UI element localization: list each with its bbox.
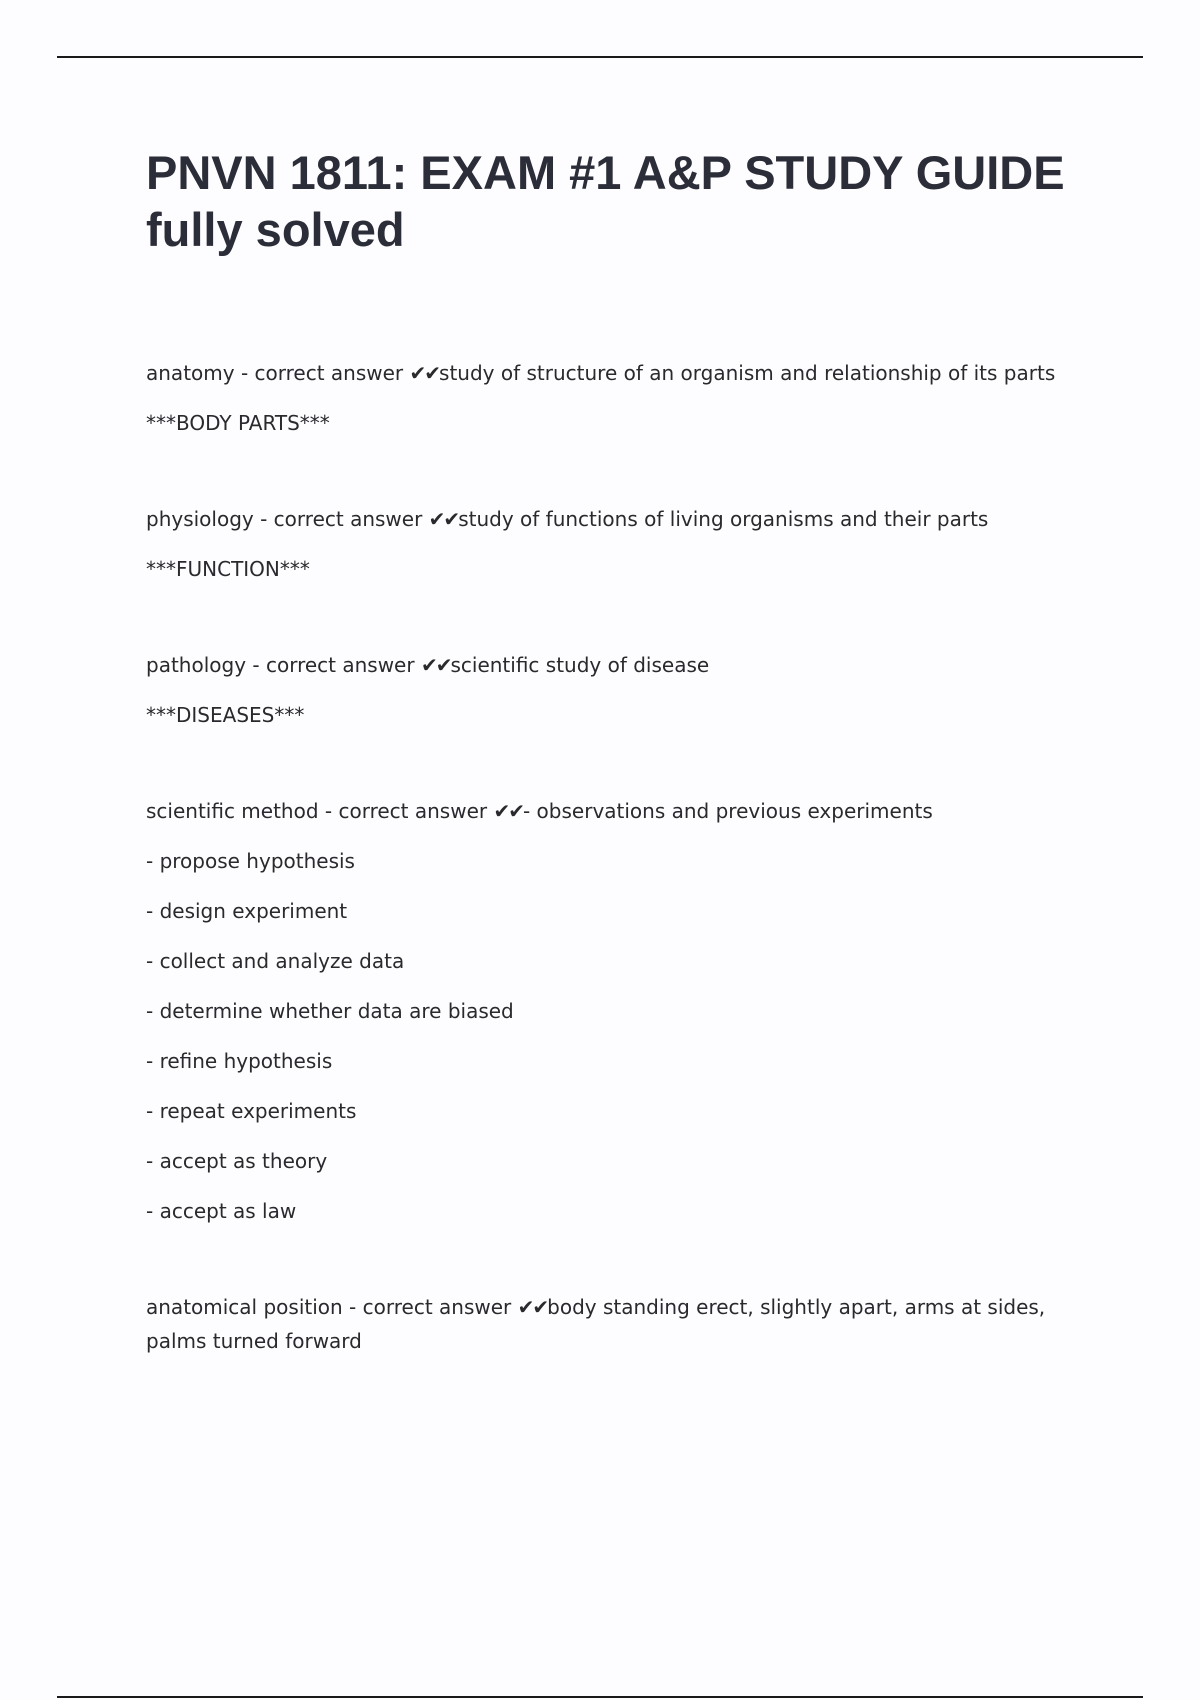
entry-anatomical-position xyxy=(146,1290,1066,1358)
entry-separator: - correct answer xyxy=(234,361,410,385)
document-title: PNVN 1811: EXAM #1 A&P STUDY GUIDE fully solved xyxy=(146,146,1065,256)
entry-line xyxy=(146,1290,1066,1358)
method-step: - accept as theory xyxy=(146,1149,328,1173)
entry-line xyxy=(146,648,1066,682)
entry-line xyxy=(146,794,1066,828)
checkmark-icon: ✔✔ xyxy=(420,653,451,677)
checkmark-icon: ✔✔ xyxy=(493,799,523,823)
method-step: - accept as law xyxy=(146,1199,297,1223)
entry-term: anatomical position xyxy=(146,1295,343,1319)
entry-line xyxy=(146,356,1066,390)
entry-pathology xyxy=(146,648,1066,732)
entry-term: pathology xyxy=(146,653,247,677)
entry-note: ***DISEASES*** xyxy=(146,703,305,727)
entry-note: ***FUNCTION*** xyxy=(146,557,310,581)
method-step: - refine hypothesis xyxy=(146,1049,333,1073)
bottom-rule xyxy=(57,1696,1143,1698)
method-step: - collect and analyze data xyxy=(146,949,405,973)
entry-separator: - correct answer xyxy=(253,507,429,531)
checkmark-icon: ✔✔ xyxy=(517,1295,548,1319)
entry-answer: - observations and previous experiments xyxy=(522,799,933,823)
entry-answer: study of structure of an organism and relationship of its parts xyxy=(439,361,1056,385)
entry-separator: - correct answer xyxy=(246,653,421,677)
entry-physiology xyxy=(146,502,1066,586)
method-step: - determine whether data are biased xyxy=(146,999,514,1023)
entry-answer: scientific study of disease xyxy=(450,653,710,677)
entry-term: physiology xyxy=(146,507,254,531)
entry-line xyxy=(146,502,1066,536)
entry-anatomy xyxy=(146,356,1066,440)
entry-answer: body standing erect, slightly apart, arms at sides, palms turned forward xyxy=(146,1295,1046,1353)
study-entries xyxy=(146,356,1066,1420)
method-step: - design experiment xyxy=(146,899,348,923)
method-step: - propose hypothesis xyxy=(146,849,355,873)
entry-note: ***BODY PARTS*** xyxy=(146,411,330,435)
checkmark-icon: ✔✔ xyxy=(409,361,440,385)
entry-term: scientific method xyxy=(146,799,319,823)
top-rule xyxy=(57,56,1143,58)
entry-answer: study of functions of living organisms and their parts xyxy=(458,507,989,531)
entry-scientific-method xyxy=(146,794,1066,1228)
entry-separator: - correct answer xyxy=(318,799,494,823)
entry-term: anatomy xyxy=(146,361,235,385)
checkmark-icon: ✔✔ xyxy=(428,507,459,531)
entry-separator: - correct answer xyxy=(342,1295,518,1319)
method-step: - repeat experiments xyxy=(146,1099,357,1123)
